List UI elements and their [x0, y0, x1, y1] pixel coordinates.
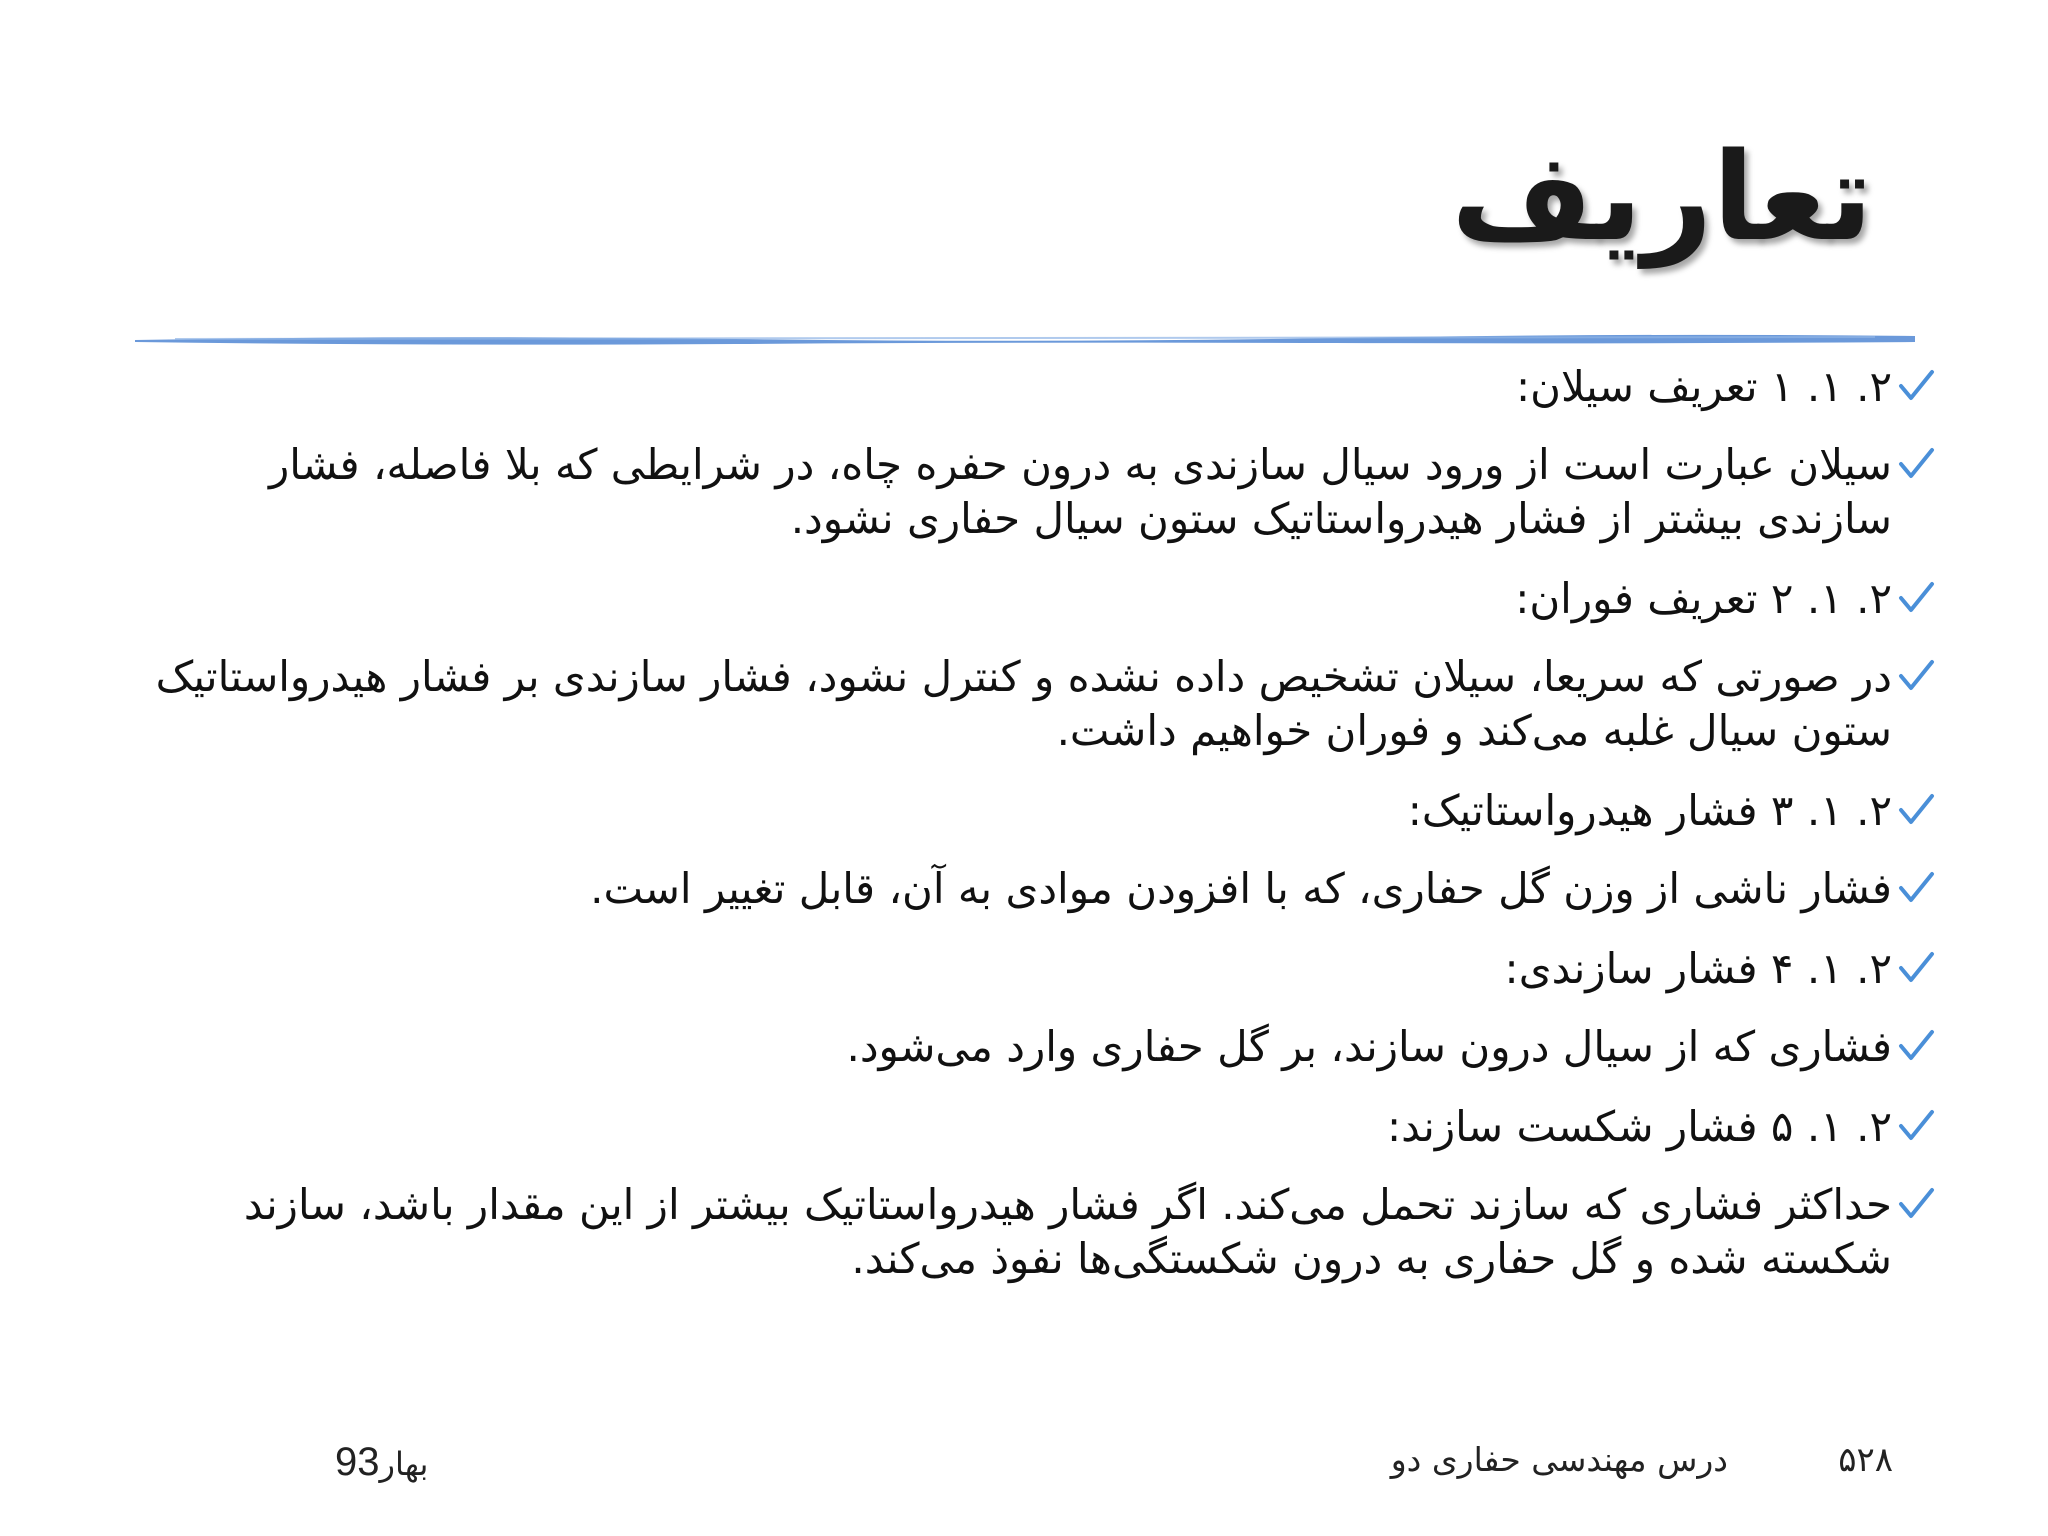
- checkmark-icon: [1896, 444, 1936, 484]
- checkmark-icon: [1896, 1026, 1936, 1066]
- bullet-body-4: [128, 1020, 1928, 1074]
- checkmark-icon: [1896, 868, 1936, 908]
- course-name: درس مهندسی حفاری دو: [1390, 1440, 1728, 1479]
- definitions-list: [128, 360, 1928, 1312]
- bullet-heading-5: [128, 1100, 1928, 1154]
- bullet-text: ۲. ۱. ۳ فشار هیدرواستاتیک:: [1407, 786, 1892, 835]
- term-number: 93: [335, 1440, 380, 1484]
- bullet-body-5: [128, 1178, 1928, 1286]
- bullet-text: ۲. ۱. ۵ فشار شکست سازند:: [1386, 1102, 1892, 1151]
- bullet-body-3: [128, 862, 1928, 916]
- bullet-text: سیلان عبارت است از ورود سیال سازندی به درون حفره چاه، در شرایطی که بلا فاصله، فشار سازندی بیشتر از فشار هیدرواستاتیک ستون سیال حفاری نشود.: [269, 440, 1892, 543]
- checkmark-icon: [1896, 790, 1936, 830]
- bullet-text: ۲. ۱. ۴ فشار سازندی:: [1504, 944, 1892, 993]
- bullet-text: ۲. ۱. ۲ تعریف فوران:: [1515, 574, 1892, 623]
- slide-title: تعاریف: [1451, 126, 1873, 268]
- checkmark-icon: [1896, 578, 1936, 618]
- bullet-text: فشار ناشی از وزن گل حفاری، که با افزودن موادی به آن، قابل تغییر است.: [590, 864, 1892, 913]
- term-word: بهار: [379, 1445, 429, 1483]
- bullet-heading-4: [128, 942, 1928, 996]
- title-divider: [135, 332, 1915, 348]
- bullet-heading-1: [128, 360, 1928, 414]
- page-number: ۵۲۸: [1838, 1440, 1893, 1480]
- checkmark-icon: [1896, 1106, 1936, 1146]
- term-label: [335, 1440, 428, 1485]
- checkmark-icon: [1896, 948, 1936, 988]
- bullet-body-2: [128, 650, 1928, 758]
- checkmark-icon: [1896, 366, 1936, 406]
- bullet-text: در صورتی که سریعا، سیلان تشخیص داده نشده و کنترل نشود، فشار سازندی بر فشار هیدرواستاتیک ستون سیال غلبه می‌کند و فوران خواهیم داشت.: [155, 652, 1892, 755]
- bullet-text: فشاری که از سیال درون سازند، بر گل حفاری وارد می‌شود.: [846, 1022, 1892, 1071]
- bullet-heading-2: [128, 572, 1928, 626]
- checkmark-icon: [1896, 656, 1936, 696]
- checkmark-icon: [1896, 1184, 1936, 1224]
- bullet-text: حداکثر فشاری که سازند تحمل می‌کند. اگر فشار هیدرواستاتیک بیشتر از این مقدار باشد، سازند شکسته شده و گل حفاری به درون شکستگی‌ها نفوذ می‌کند.: [243, 1180, 1892, 1283]
- bullet-body-1: [128, 438, 1928, 546]
- bullet-text: ۲. ۱. ۱ تعریف سیلان:: [1515, 362, 1892, 411]
- bullet-heading-3: [128, 784, 1928, 838]
